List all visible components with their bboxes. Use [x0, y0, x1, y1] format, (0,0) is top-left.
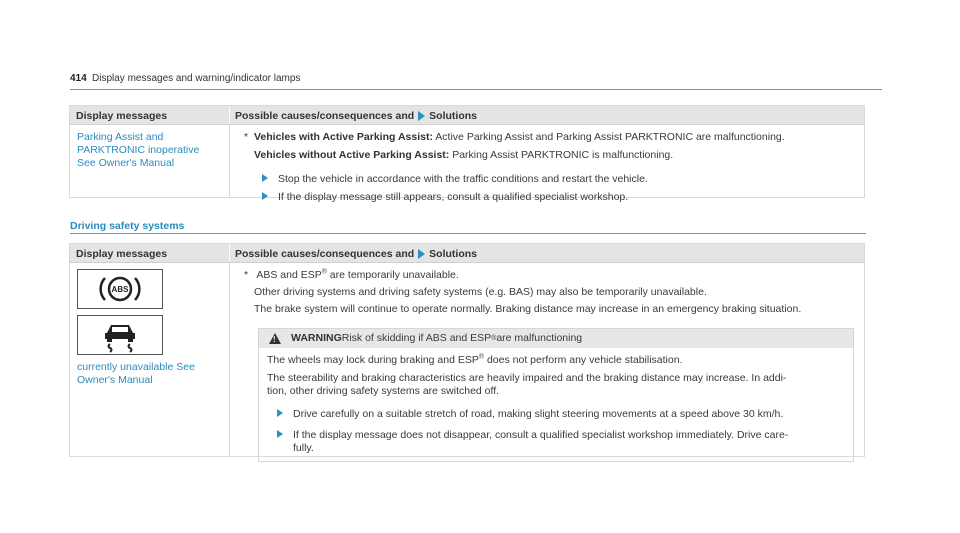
causes-cell	[230, 125, 864, 204]
solutions-label: Solutions	[429, 248, 478, 260]
causes-cell	[230, 263, 864, 456]
step-text: Stop the vehicle in accordance with the traffic conditions and restart the vehicle.	[278, 173, 648, 186]
driving-safety-table	[69, 243, 865, 457]
parking-assist-table	[69, 105, 865, 204]
warning-text: does not perform any vehicle stabilisation.	[484, 354, 683, 367]
column-header-display-messages: Display messages	[70, 244, 230, 262]
warning-paragraph: The steerability and braking characteristics are heavily impaired and the braking distance may increase. In addi-	[267, 371, 787, 384]
step-text: Drive carefully on a suitable stretch of road, making slight steering movements at a speed above 30 km/h.	[293, 407, 784, 420]
cause-condition: Vehicles without Active Parking Assist:	[254, 149, 450, 162]
display-message-cell	[70, 263, 230, 456]
registered-mark: ®	[478, 353, 485, 361]
message-line: currently unavailable See	[77, 361, 195, 373]
warning-body	[259, 348, 853, 461]
play-arrow-icon	[418, 111, 425, 121]
cause-text: ABS and ESP	[254, 269, 322, 281]
skidding-car-icon	[95, 317, 145, 353]
warning-title: Risk of skidding if ABS and ESP	[341, 332, 492, 345]
warning-step	[267, 408, 853, 421]
warning-title: are malfunctioning	[496, 332, 583, 345]
step-text: If the display message still appears, consult a qualified specialist workshop.	[278, 191, 629, 204]
warning-step	[267, 429, 853, 455]
table-header	[70, 106, 864, 125]
column-header-causes	[230, 106, 864, 124]
warning-paragraph	[267, 354, 853, 367]
warning-paragraph: tion, other driving safety systems are switched off.	[267, 384, 500, 397]
play-arrow-icon	[418, 249, 425, 259]
warning-triangle-icon	[269, 333, 281, 344]
cause-text: Parking Assist PARKTRONIC is malfunctioning.	[449, 149, 674, 162]
cause-line-with-active	[244, 131, 864, 144]
page-header-title: Display messages and warning/indicator lamps	[92, 73, 301, 84]
warning-box	[258, 328, 854, 462]
step-arrow-icon	[277, 409, 283, 417]
causes-label: Possible causes/consequences and	[235, 110, 415, 122]
message-line: See Owner's Manual	[77, 157, 175, 170]
cause-line	[244, 269, 864, 282]
registered-mark: ®	[321, 268, 327, 276]
page-header	[70, 73, 882, 90]
step-arrow-icon	[262, 192, 268, 200]
message-line: Parking Assist and	[77, 131, 164, 143]
cause-line: Other driving systems and driving safety systems (e.g. BAS) may also be temporarily unavailable.	[254, 286, 707, 299]
table-row	[70, 125, 864, 204]
message-line: Owner's Manual	[77, 374, 153, 387]
section-heading: Driving safety systems	[70, 220, 866, 234]
step-text: fully.	[293, 442, 314, 454]
step-text: If the display message does not disappear, consult a qualified specialist workshop immediately. Drive care-	[293, 428, 789, 441]
step-arrow-icon	[277, 430, 283, 438]
abs-icon	[90, 272, 150, 306]
causes-label: Possible causes/consequences and	[235, 248, 415, 260]
esp-warning-lamp	[77, 315, 163, 355]
column-header-causes	[230, 244, 864, 262]
cause-condition: Vehicles with Active Parking Assist:	[254, 131, 433, 143]
display-message-cell	[70, 125, 230, 197]
warning-label: WARNING	[291, 332, 342, 345]
step-text-block	[293, 429, 788, 455]
warning-text: The wheels may lock during braking and ESP	[267, 354, 479, 367]
cause-text: are temporarily unavailable.	[326, 269, 459, 281]
abs-warning-lamp	[77, 269, 163, 309]
abs-icon-label: ABS	[111, 285, 129, 294]
column-header-display-messages: Display messages	[70, 106, 230, 124]
warning-header: ! WARNING Risk of skidding if ABS and ESP ® are malfunctioning	[259, 329, 853, 348]
optional-equipment-mark: *	[244, 269, 249, 281]
cause-line: The brake system will continue to operate normally. Braking distance may increase in an emergency braking situation.	[254, 303, 802, 316]
warning-triangle-mark: !	[273, 335, 276, 345]
table-header	[70, 244, 864, 263]
cause-line-without-active	[244, 149, 864, 162]
page-number: 414	[70, 73, 87, 84]
solution-step	[244, 191, 864, 204]
step-arrow-icon	[262, 174, 268, 182]
cause-text: Active Parking Assist and Parking Assist PARKTRONIC are malfunctioning.	[432, 131, 785, 143]
solutions-label: Solutions	[429, 110, 478, 122]
optional-equipment-mark: *	[244, 131, 249, 143]
solution-step	[244, 173, 864, 186]
message-line: PARKTRONIC inoperative	[77, 144, 200, 157]
table-row	[70, 263, 864, 456]
